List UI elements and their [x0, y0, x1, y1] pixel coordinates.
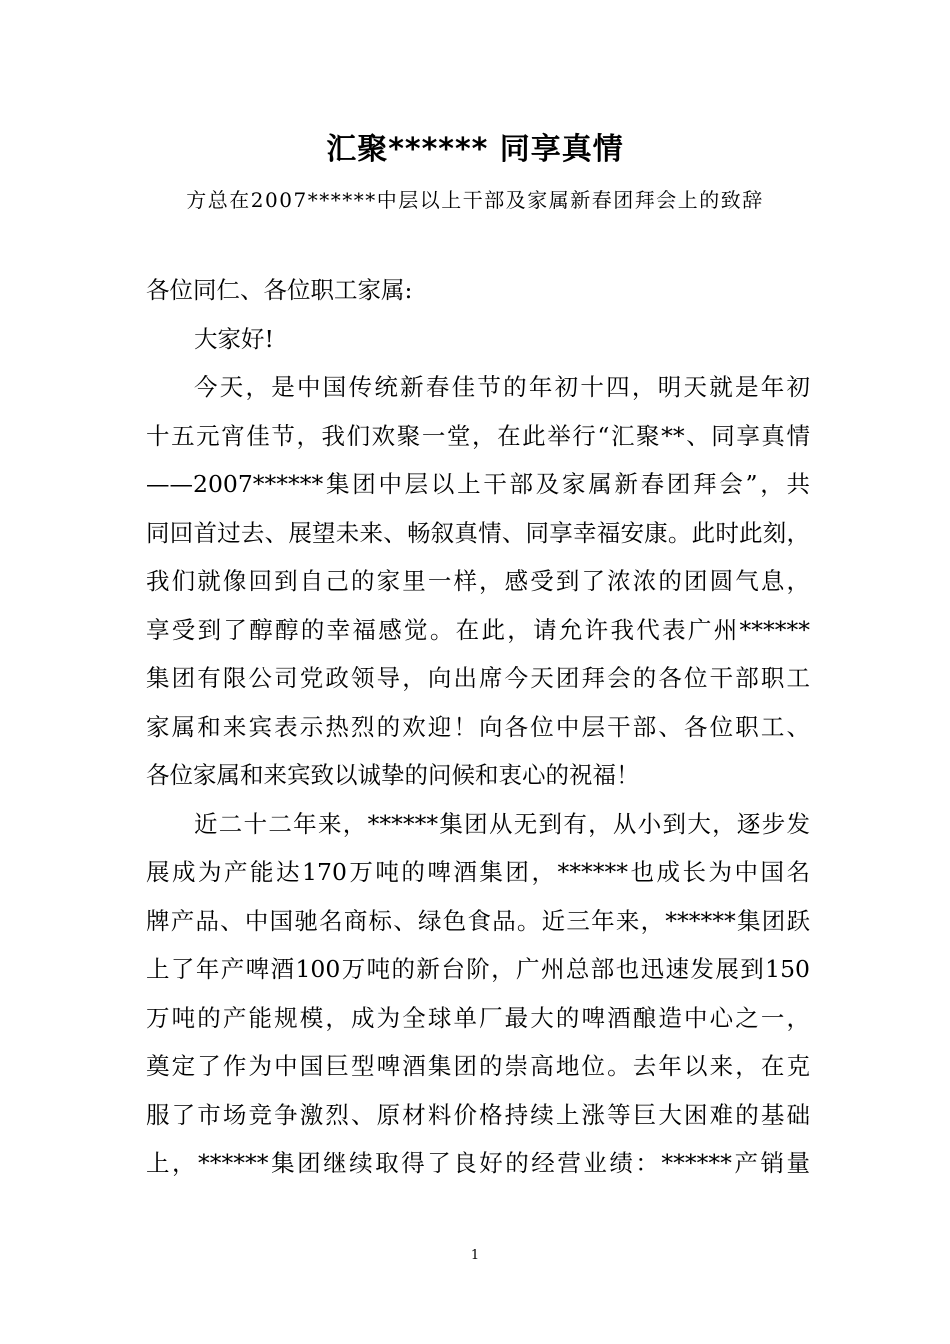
paragraph-line: 上了年产啤酒100万吨的新台阶，广州总部也迅速发展到150 [146, 955, 810, 983]
paragraph-line: 奠定了作为中国巨型啤酒集团的崇高地位。去年以来，在克 [146, 1052, 810, 1080]
paragraph-line: 服了市场竞争激烈、原材料价格持续上涨等巨大困难的基础 [146, 1100, 810, 1129]
paragraph-line: 同回首过去、展望未来、畅叙真情、同享幸福安康。此时此刻， [146, 518, 810, 547]
document-body [146, 266, 810, 1188]
paragraph-line: 十五元宵佳节，我们欢聚一堂，在此举行“汇聚**、同享真情 [146, 421, 810, 450]
paragraph-line: 万吨的产能规模，成为全球单厂最大的啤酒酿造中心之一， [146, 1003, 810, 1032]
paragraph-line: 上，******集团继续取得了良好的经营业绩：******产销量 [146, 1149, 810, 1177]
paragraph-line: 展成为产能达170万吨的啤酒集团，******也成长为中国名 [146, 858, 810, 886]
paragraph-line: ——2007******集团中层以上干部及家属新春团拜会”，共 [146, 470, 810, 498]
document-subtitle: 方总在2007******中层以上干部及家属新春团拜会上的致辞 [186, 188, 764, 212]
paragraph-2 [146, 800, 810, 1188]
document-title: 汇聚****** 同享真情 [326, 132, 624, 167]
paragraph-line: 今天，是中国传统新春佳节的年初十四，明天就是年初 [194, 373, 810, 401]
salutation: 各位同仁、各位职工家属: [146, 276, 413, 304]
paragraph-line: 牌产品、中国驰名商标、绿色食品。近三年来，******集团跃 [146, 906, 810, 935]
paragraph-line: 集团有限公司党政领导，向出席今天团拜会的各位干部职工 [146, 664, 810, 692]
paragraph-line: 近二十二年来，******集团从无到有，从小到大，逐步发 [194, 809, 810, 838]
paragraph-line: 各位家属和来宾致以诚挚的问候和衷心的祝福！ [146, 761, 640, 789]
page-number: 1 [470, 1248, 480, 1263]
greeting: 大家好! [194, 324, 274, 353]
paragraph-line: 我们就像回到自己的家里一样，感受到了浓浓的团圆气息， [146, 567, 810, 595]
paragraph-line: 享受到了醇醇的幸福感觉。在此，请允许我代表广州****** [146, 615, 810, 644]
paragraph-line: 家属和来宾表示热烈的欢迎！向各位中层干部、各位职工、 [146, 712, 810, 741]
paragraph-1 [146, 363, 810, 800]
